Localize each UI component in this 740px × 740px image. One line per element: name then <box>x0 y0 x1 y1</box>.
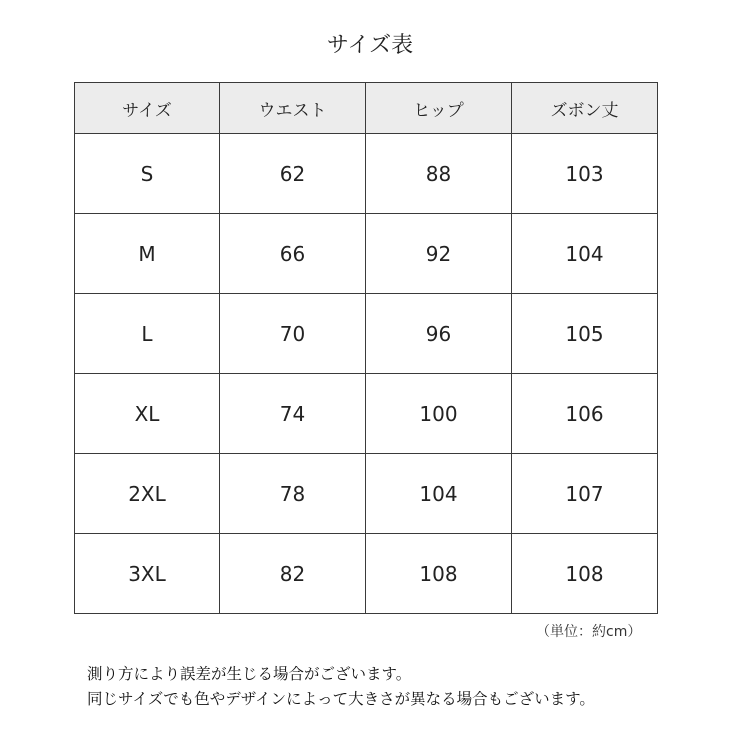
cell-size: 2XL <box>75 454 220 534</box>
cell-waist: 74 <box>220 374 366 454</box>
table-row <box>75 374 658 454</box>
cell-size: S <box>75 134 220 214</box>
unit-note: （単位：約cm） <box>536 624 642 640</box>
cell-hip: 108 <box>366 534 512 614</box>
cell-hip: 92 <box>366 214 512 294</box>
cell-pants-length: 106 <box>512 374 658 454</box>
cell-size: 3XL <box>75 534 220 614</box>
header-size: サイズ <box>75 83 220 134</box>
table-row <box>75 214 658 294</box>
cell-hip: 96 <box>366 294 512 374</box>
cell-pants-length: 103 <box>512 134 658 214</box>
cell-size: M <box>75 214 220 294</box>
cell-waist: 78 <box>220 454 366 534</box>
table-row <box>75 294 658 374</box>
table-header-row <box>75 83 658 134</box>
table-row <box>75 134 658 214</box>
cell-pants-length: 105 <box>512 294 658 374</box>
cell-hip: 88 <box>366 134 512 214</box>
size-table <box>74 82 658 614</box>
cell-size: XL <box>75 374 220 454</box>
cell-size: L <box>75 294 220 374</box>
cell-waist: 62 <box>220 134 366 214</box>
cell-pants-length: 107 <box>512 454 658 534</box>
cell-hip: 104 <box>366 454 512 534</box>
header-waist: ウエスト <box>220 83 366 134</box>
cell-pants-length: 108 <box>512 534 658 614</box>
cell-waist: 82 <box>220 534 366 614</box>
notes <box>87 662 595 712</box>
table-row <box>75 454 658 534</box>
cell-waist: 66 <box>220 214 366 294</box>
table-row <box>75 534 658 614</box>
cell-hip: 100 <box>366 374 512 454</box>
header-hip: ヒップ <box>366 83 512 134</box>
note-line: 同じサイズでも色やデザインによって大きさが異なる場合もございます。 <box>87 690 595 708</box>
header-pants-length: ズボン丈 <box>512 83 658 134</box>
page-title: サイズ表 <box>326 33 414 58</box>
note-line: 測り方により誤差が生じる場合がございます。 <box>87 665 412 683</box>
cell-pants-length: 104 <box>512 214 658 294</box>
cell-waist: 70 <box>220 294 366 374</box>
